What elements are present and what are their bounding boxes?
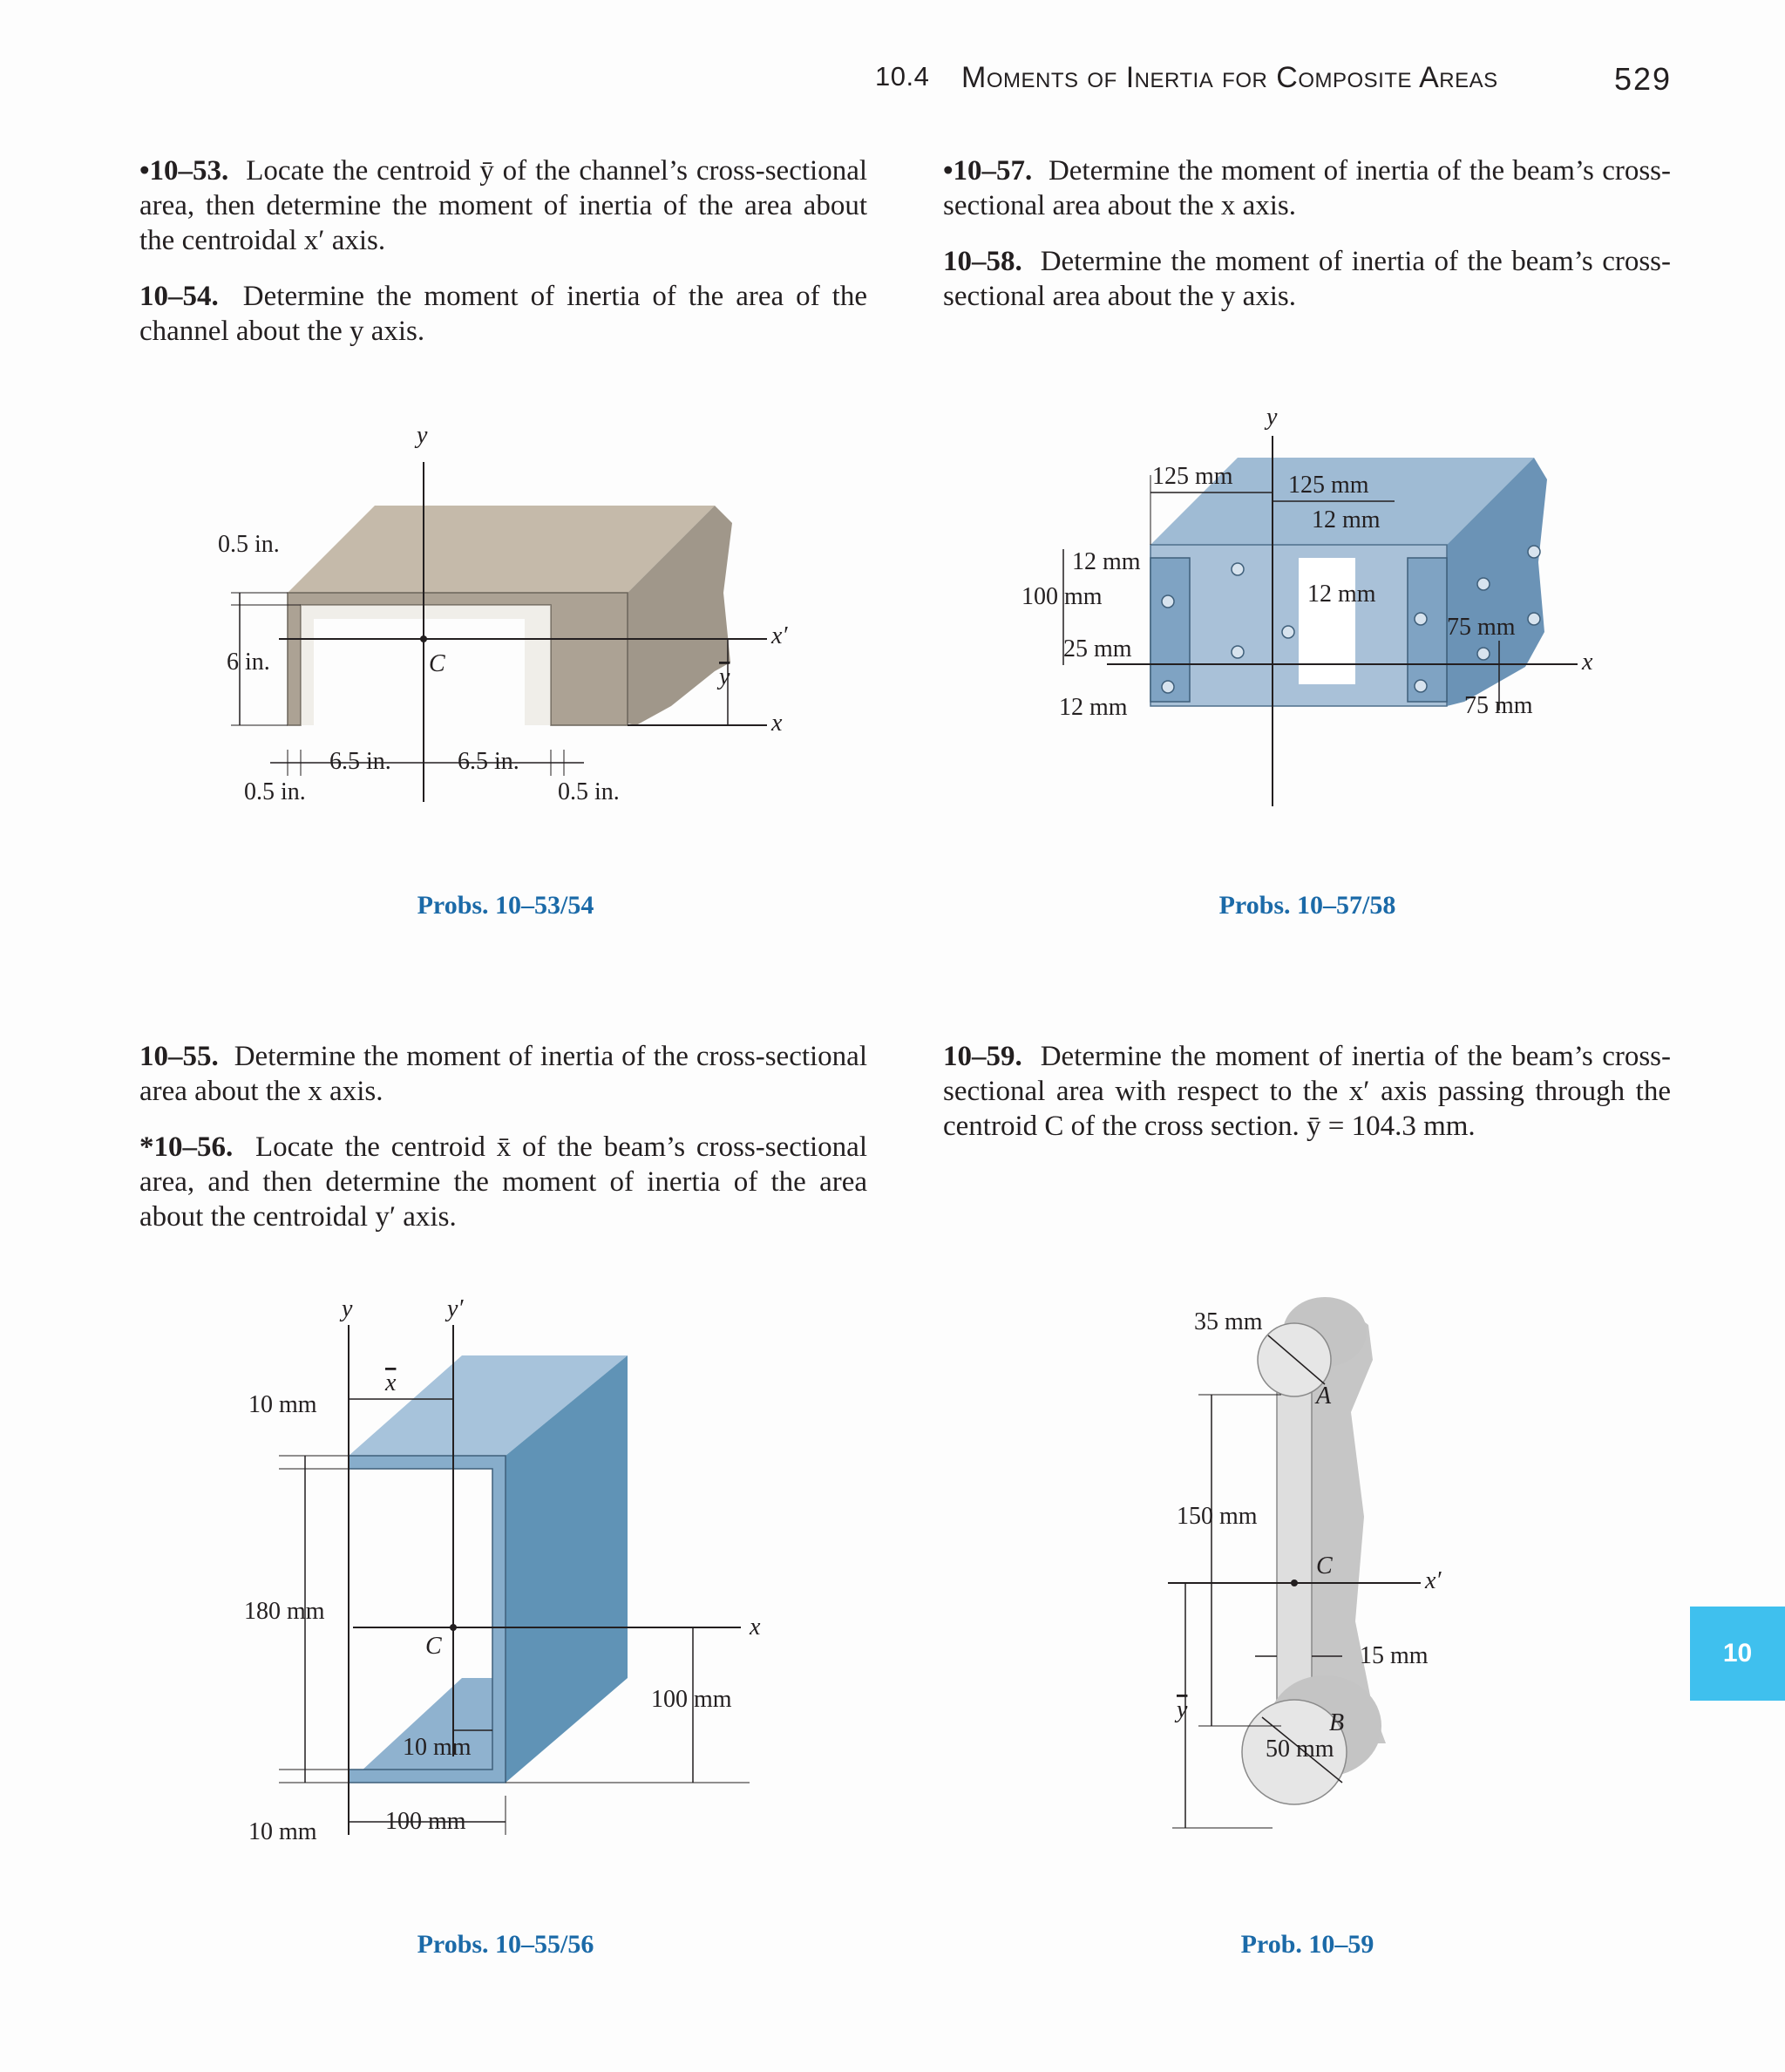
figure-caption: Prob. 10–59 [1240,1930,1374,1959]
problem-number: 10–55. [139,1041,219,1072]
label-y: y [342,1295,353,1322]
rivet [1415,680,1427,692]
problem-text: Locate the centroid x̄ of the beam’s cross-sectional area, and then determine the moment of inertia of the area about the centroidal y′ axis. [139,1131,867,1233]
label-centroid: C [429,650,445,677]
problem-block-59 [943,1039,1671,1165]
problem-number: *10–56. [139,1131,234,1163]
label-x: x [750,1613,761,1641]
dim-top-thickness: 10 mm [248,1391,317,1418]
dim-125-left: 125 mm [1152,463,1233,490]
centroid-point [420,635,427,642]
dim-flange-thickness: 10 mm [403,1734,472,1761]
rivet [1477,648,1490,660]
chapter-tab: 10 [1690,1607,1785,1701]
problem-10-59 [943,1039,1671,1144]
problem-10-56 [139,1130,867,1234]
problem-10-58 [943,244,1671,314]
rivet [1528,546,1540,558]
problem-block-57-58 [943,153,1671,335]
dim-150: 150 mm [1177,1503,1258,1530]
dim-12-top: 12 mm [1312,506,1381,533]
figure-caption: Probs. 10–53/54 [417,891,594,920]
figure-caption: Probs. 10–57/58 [1218,891,1396,920]
figure-channel [200,418,811,811]
section-number: 10.4 [875,61,930,92]
channel-inner-face [301,605,551,725]
problem-10-57 [943,153,1671,223]
figure-box-beam [1011,405,1639,815]
dim-12-bottom: 12 mm [1059,694,1128,721]
label-x: x [1582,649,1593,676]
dim-100: 100 mm [1021,583,1103,610]
dim-125-right: 125 mm [1288,472,1369,499]
dim-top-thickness: 0.5 in. [218,531,280,558]
dim-left-thickness: 0.5 in. [244,778,306,805]
rivet [1162,681,1174,693]
dim-height: 6 in. [227,649,270,676]
problem-text: Locate the centroid ȳ of the channel’s cross-sectional area, then determine the moment of inertia of the area about the centroidal x′ axis. [139,155,868,256]
rivet [1477,578,1490,590]
rivet [1528,613,1540,625]
centroid-point [1291,1579,1298,1586]
rod-web [1277,1360,1312,1726]
problem-number: 10–58. [943,246,1022,277]
dim-50: 50 mm [1266,1736,1334,1763]
label-centroid: C [425,1633,442,1660]
section-title: Moments of Inertia for Composite Areas [961,61,1498,94]
problem-number: •10–53. [139,155,229,187]
problem-text: Determine the moment of inertia of the beam’s cross-sectional area with respect to the x′ axis passing through the centroid C of the cross section. ȳ = 104.3 mm. [943,1041,1672,1142]
problem-text: Determine the moment of inertia of the cross-sectional area about the x axis. [139,1041,868,1107]
label-yprime: y′ [447,1295,464,1322]
problem-block-53-54 [139,153,867,370]
label-x: x [771,710,783,737]
dim-bottom-thickness: 10 mm [248,1818,317,1845]
dim-depth: 100 mm [651,1686,732,1713]
dim-12-mid: 12 mm [1307,581,1376,608]
figure-c-beam [235,1294,776,1861]
dim-12-left: 12 mm [1072,548,1141,575]
rivet [1162,595,1174,608]
rivet [1415,613,1427,625]
label-B: B [1329,1709,1345,1736]
label-xprime: x′ [1425,1567,1442,1594]
problem-10-54 [139,279,867,349]
dim-15: 15 mm [1360,1642,1429,1669]
problem-10-53 [139,153,867,258]
label-y: y [417,422,428,449]
rivet [1232,646,1244,658]
dim-75-top: 75 mm [1447,614,1516,641]
dim-width: 100 mm [385,1808,466,1835]
dim-75-bottom: 75 mm [1464,692,1533,719]
beam-opening [1299,558,1355,684]
label-ybar: y [719,663,730,690]
dim-height: 180 mm [244,1598,325,1625]
problem-number: 10–59. [943,1041,1022,1072]
figure-rod-beam [1150,1290,1517,1848]
label-xbar: x [385,1369,397,1396]
problem-number: 10–54. [139,281,219,312]
dim-35: 35 mm [1194,1308,1263,1335]
label-xprime: x′ [771,622,788,649]
page-number: 529 [1614,61,1673,97]
problem-number: •10–57. [943,155,1033,187]
rivet [1232,563,1244,575]
centroid-point [450,1624,457,1631]
dim-width-left: 6.5 in. [329,748,391,775]
dim-right-thickness: 0.5 in. [558,778,620,805]
problem-block-55-56 [139,1039,867,1255]
right-plate [1408,558,1447,702]
label-ybar: y [1177,1696,1188,1723]
label-A: A [1316,1382,1332,1410]
left-plate [1150,558,1190,702]
figure-caption: Probs. 10–55/56 [417,1930,594,1959]
problem-text: Determine the moment of inertia of the area of the channel about the y axis. [139,281,868,347]
label-centroid: C [1316,1552,1333,1579]
rivet [1282,626,1294,638]
label-y: y [1266,404,1278,431]
problem-text: Determine the moment of inertia of the beam’s cross-sectional area about the x axis. [943,155,1672,221]
dim-width-right: 6.5 in. [458,748,519,775]
problem-text: Determine the moment of inertia of the beam’s cross-sectional area about the y axis. [943,246,1672,312]
dim-25: 25 mm [1063,635,1132,662]
problem-10-55 [139,1039,867,1109]
